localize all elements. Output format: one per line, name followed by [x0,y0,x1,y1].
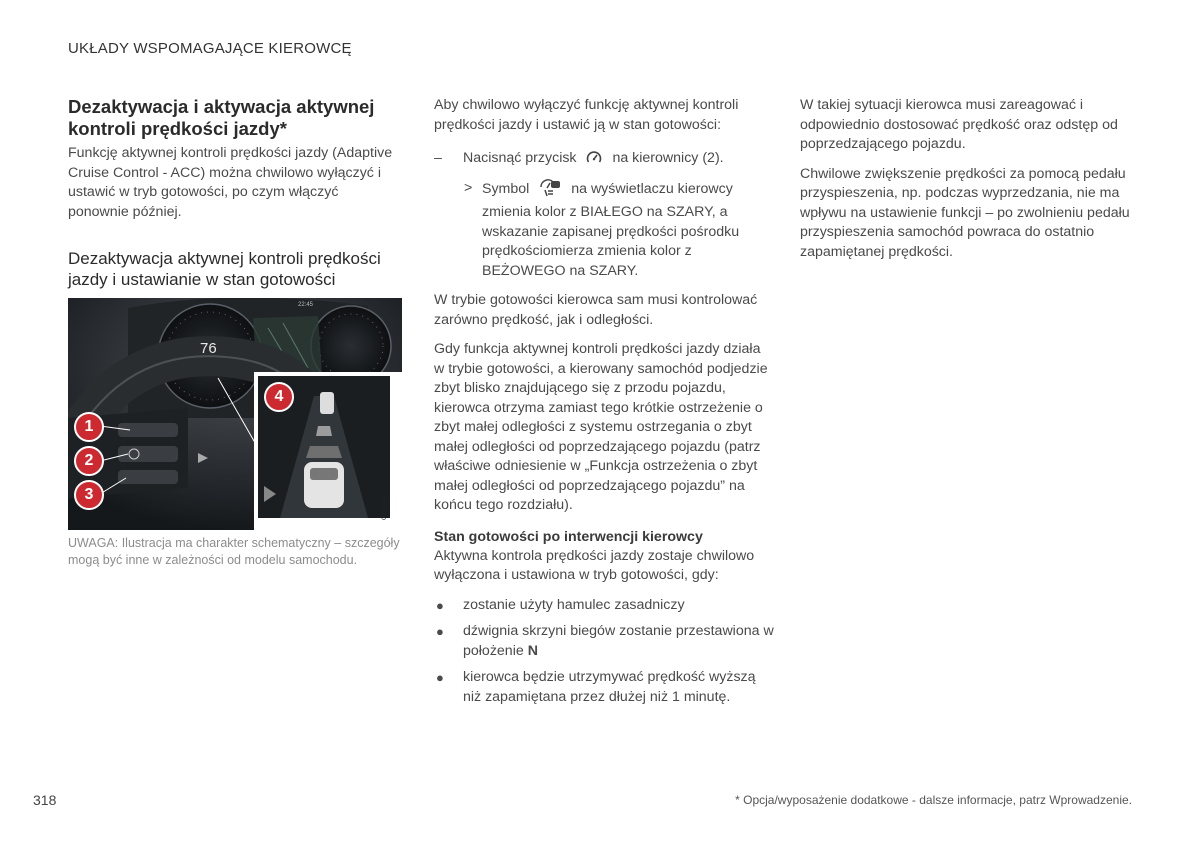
acceleration-paragraph: Chwilowe zwiększenie prędkości za pomocą pedału przyspieszenia, np. podczas wyprzedzania, nie ma wpływu na ustawienie funkcji – po zwolnieniu pedału przyspieszenia samochód powraca do ostatnio zapamiętanej prędkości. [800,165,1130,260]
speedometer-icon [586,150,602,173]
list-item-text: kierowca będzie utrzymywać prędkość wyższą niż zapamiętana przez dłużej niż 1 minutę. [463,669,756,705]
subsection-heading: Dezaktywacja aktywnej kontroli prędkości jazdy i ustawianie w stan gotowości [68,249,381,289]
clock-readout: 22:45 [298,302,314,308]
procedure-intro: Aby chwilowo wyłączyć funkcję aktywnej kontroli prędkości jazdy i ustawić ją w stan gotowości: [434,97,739,133]
callout-3: 3 [74,480,104,510]
procedure-step [434,149,774,173]
steering-wheel-illustration [68,298,402,530]
figure-code: G053694 [382,495,388,520]
section-heading: Dezaktywacja i aktywacja aktywnej kontroli prędkości jazdy* [68,96,375,139]
step-dash: – [434,150,442,166]
warning-paragraph: Gdy funkcja aktywnej kontroli prędkości jazdy działa w trybie gotowości, a kierowany samochód podjedzie zbyt blisko znajdującego się z przodu pojazdu, kierowca otrzyma zamiast tego krótkie ostrzeżenie o zbyt małej odległości z systemu ostrzegania o zbyt małej odległości od poprzedzającego pojazdu (patrz właściwe odniesienie w „Funkcja ostrzeżenia o zbyt małej odległości od poprzedzającego pojazdu” na końcu tego rozdziału). [434,341,768,513]
bullet-mark: ● [436,670,444,685]
footnote: * Opcja/wyposażenie dodatkowe - dalsze informacje, patrz Wprowadzenie. [735,793,1132,807]
list-item [434,596,774,616]
callout-1: 1 [74,412,104,442]
column-right [800,96,1132,272]
standby-paragraph: W trybie gotowości kierowca sam musi kontrolować zarówno prędkość, jak i odległości. [434,292,758,328]
running-header: UKŁADY WSPOMAGAJĄCE KIEROWCĘ [68,40,352,57]
callout-2: 2 [74,446,104,476]
reaction-paragraph: W takiej sytuacji kierowca musi zareagować i odpowiednio dostosować prędkość oraz odstęp od poprzedzającego pojazdu. [800,97,1118,152]
gear-position: N [527,642,538,659]
driver-intervention-heading: Stan gotowości po interwencji kierowcy [434,528,703,545]
list-item [434,668,774,707]
bullet-mark: ● [436,624,444,639]
list-item-text: zostanie użyty hamulec zasadniczy [463,596,685,613]
intervention-intro: Aktywna kontrola prędkości jazdy zostaje chwilowo wyłączona i ustawiona w tryb gotowości, gdy: [434,547,755,583]
callout-4: 4 [264,382,294,412]
bullet-mark: ● [436,597,444,613]
column-middle [434,96,774,714]
step-text-after: na kierownicy (2). [612,150,724,166]
result-arrow: > [464,179,473,196]
figure-caption: UWAGA: Ilustracja ma charakter schematyczny – szczegóły mogą być inne w zależności od modelu samochodu. [68,536,400,567]
column-left [68,96,402,569]
acc-car-icon [539,179,561,204]
step-text-before: Nacisnąć przycisk [463,150,577,166]
list-item [434,622,774,661]
result-text-after: na wyświetlaczu kierowcy zmienia kolor z BIAŁEGO na SZARY, a wskazanie zapisanej prędkości pośrodku prędkościomierza zmienia kolor z BEŻOWEGO na SZARY. [482,180,740,279]
intro-paragraph: Funkcję aktywnej kontroli prędkości jazdy (Adaptive Cruise Control - ACC) można chwilowo wyłączyć i ustawić w tryb gotowości, po czym włączyć ponownie później. [68,145,393,220]
speed-readout: 76 [200,340,217,357]
procedure-result [434,179,774,282]
result-text-before: Symbol [482,180,530,197]
list-item-text: dźwignia skrzyni biegów zostanie przestawiona w położenie [463,623,774,659]
page-number: 318 [33,792,57,808]
